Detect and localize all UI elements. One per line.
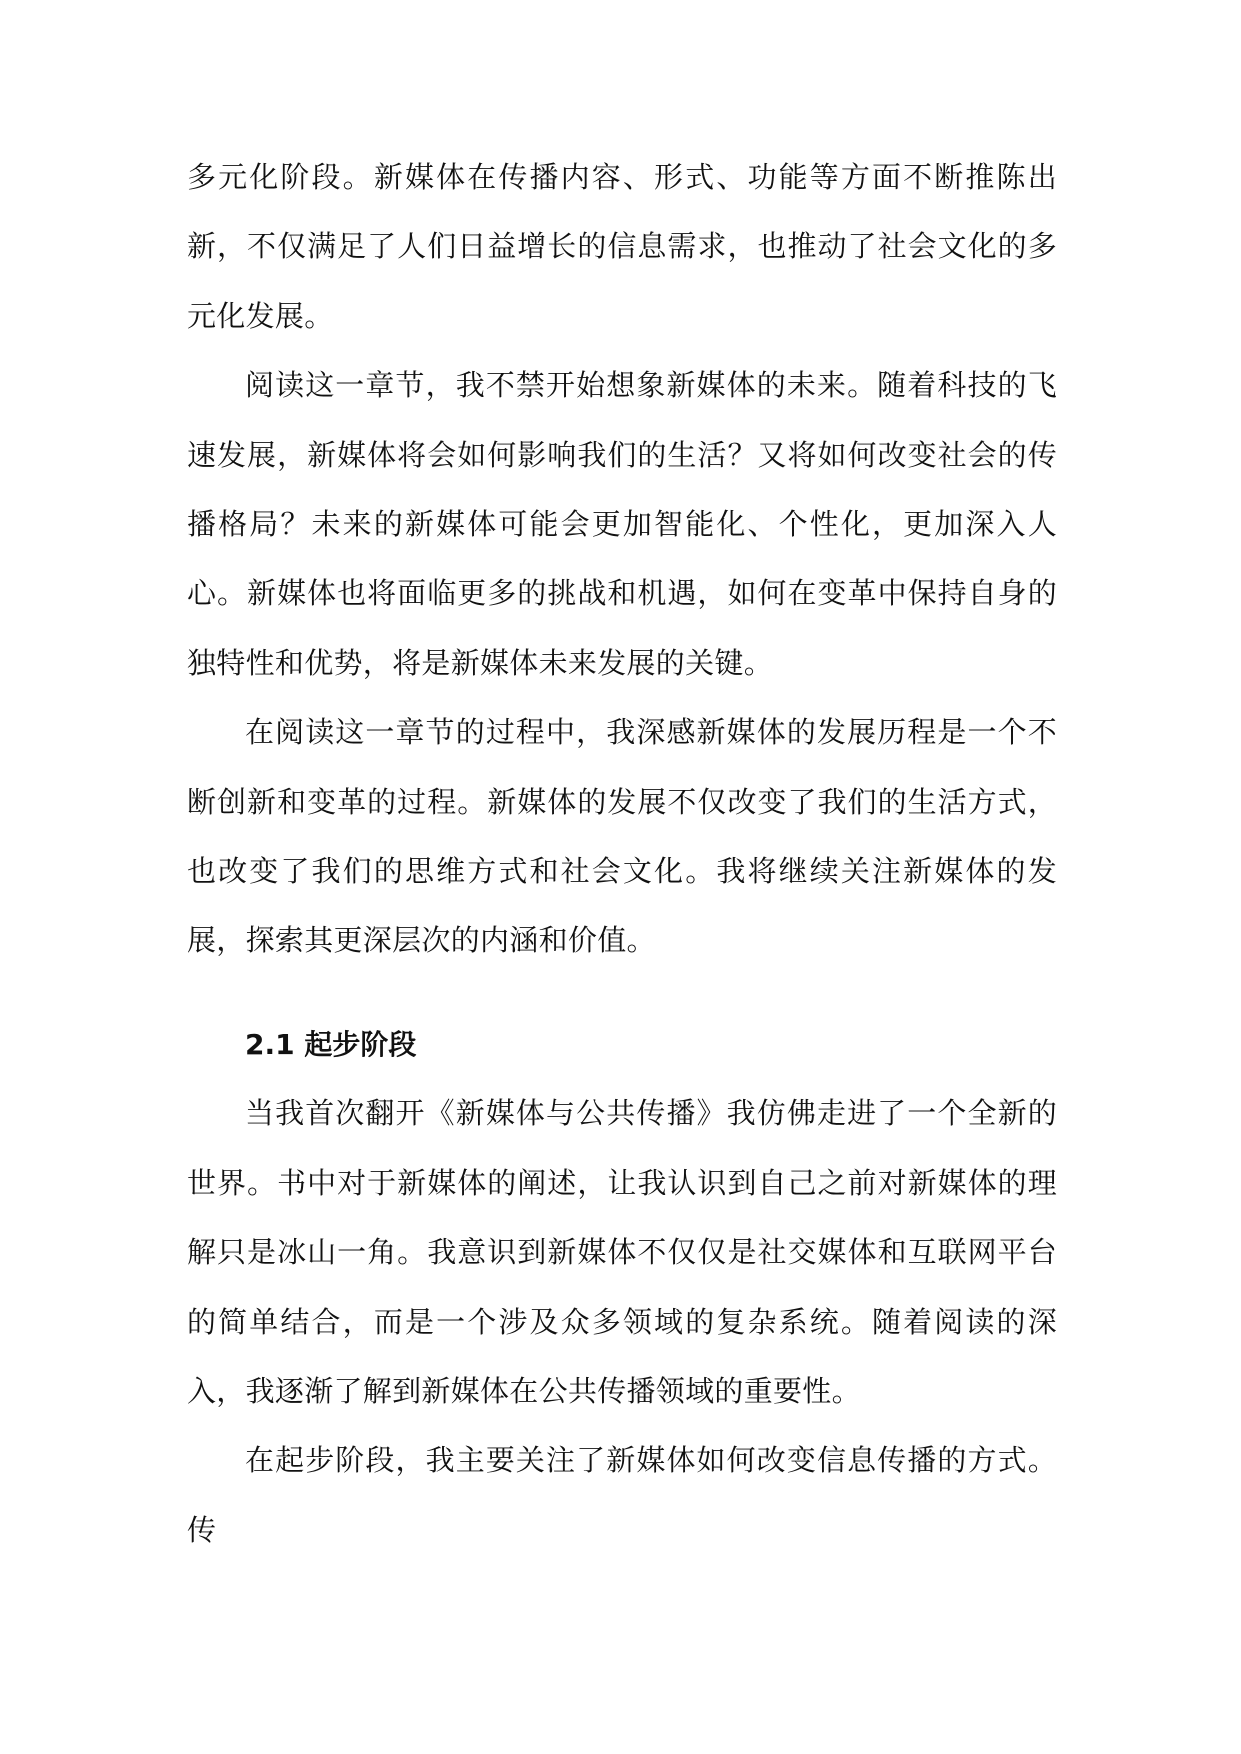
paragraph: 在起步阶段，我主要关注了新媒体如何改变信息传播的方式。传 (187, 1443, 1057, 1547)
paragraph: 在阅读这一章节的过程中，我深感新媒体的发展历程是一个不断创新和变革的过程。新媒体的发展不仅改变了我们的生活方式，也改变了我们的思维方式和社会文化。我将继续关注新媒体的发展，探索其更深层次的内涵和价值。 (187, 715, 1057, 958)
page-content (187, 143, 1057, 1565)
paragraph: 当我首次翻开《新媒体与公共传播》我仿佛走进了一个全新的世界。书中对于新媒体的阐述，让我认识到自己之前对新媒体的理解只是冰山一角。我意识到新媒体不仅仅是社交媒体和互联网平台的简单结合，而是一个涉及众多领域的复杂系统。随着阅读的深入，我逐渐了解到新媒体在公共传播领域的重要性。 (187, 1096, 1057, 1408)
paragraph: 阅读这一章节，我不禁开始想象新媒体的未来。随着科技的飞速发展，新媒体将会如何影响我们的生活？又将如何改变社会的传播格局？未来的新媒体可能会更加智能化、个性化，更加深入人心。新媒体也将面临更多的挑战和机遇，如何在变革中保持自身的独特性和优势，将是新媒体未来发展的关键。 (187, 368, 1057, 680)
paragraph-continued: 多元化阶段。新媒体在传播内容、形式、功能等方面不断推陈出新，不仅满足了人们日益增长的信息需求，也推动了社会文化的多元化发展。 (187, 160, 1057, 333)
section-heading: 2.1 起步阶段 (245, 1027, 417, 1061)
